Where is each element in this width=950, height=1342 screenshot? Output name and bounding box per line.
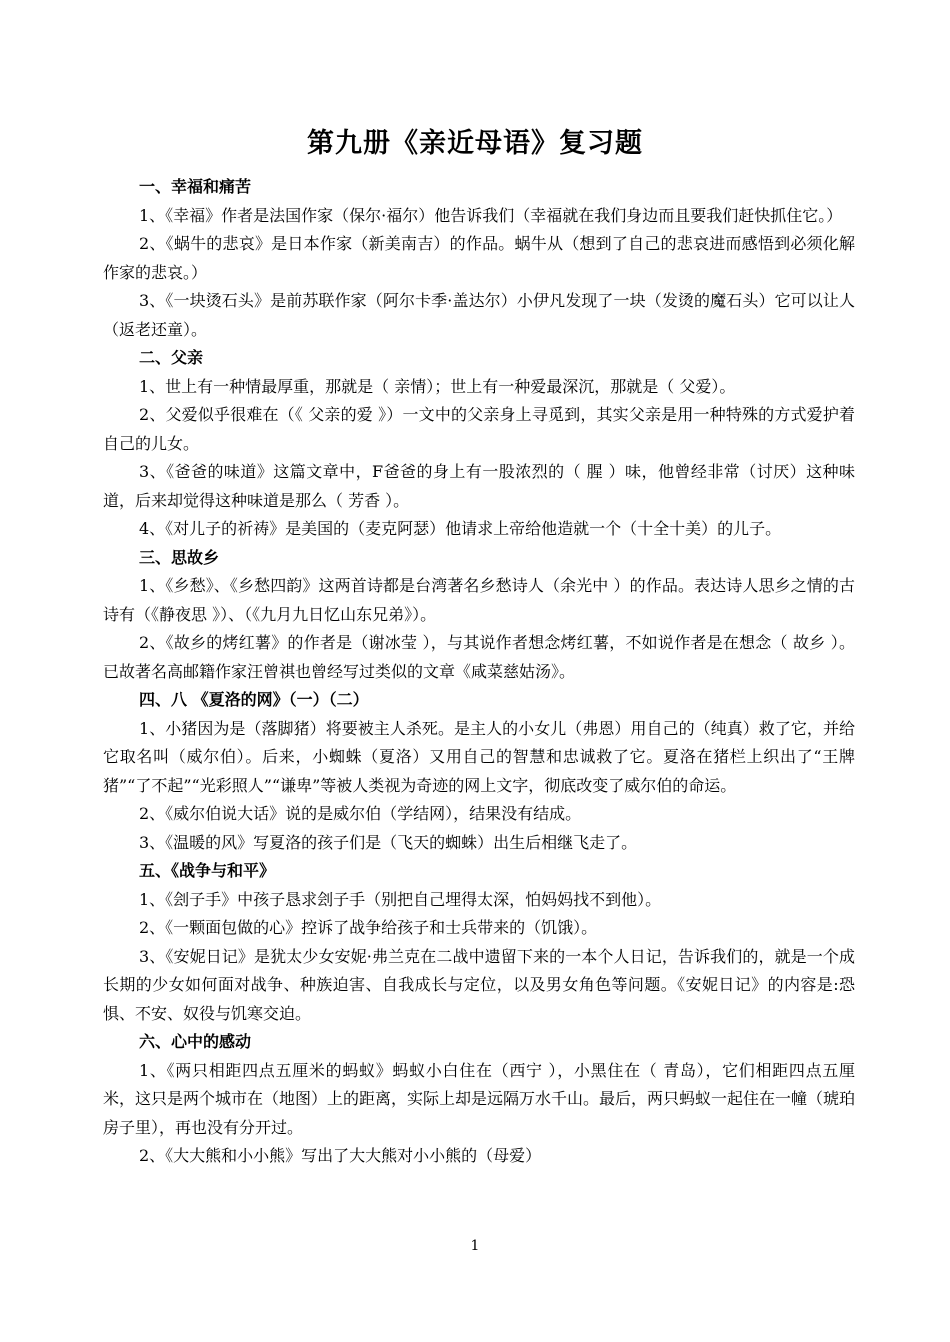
question-paragraph: 2、《故乡的烤红薯》的作者是（谢冰莹 ），与其说作者想念烤红薯，不如说作者是在想念（ 故乡 ）。已故著名高邮籍作家汪曾祺也曾经写过类似的文章《咸菜慈姑汤》。 [103, 633, 855, 681]
question-paragraph: 2、《大大熊和小小熊》写出了大大熊对小小熊的（母爱） [139, 1146, 542, 1165]
section-heading: 五、《战争与和平》 [139, 861, 276, 880]
section-heading: 二、父亲 [139, 348, 204, 367]
section-heading: 一、幸福和痛苦 [139, 177, 252, 196]
question-paragraph: 2、《威尔伯说大话》说的是威尔伯（学结网），结果没有结成。 [139, 804, 582, 823]
question-paragraph: 2、《蜗牛的悲哀》是日本作家（新美南吉）的作品。蜗牛从（想到了自己的悲哀进而感悟到必须化解作家的悲哀。） [103, 234, 855, 282]
question-paragraph: 3、《温暖的风》写夏洛的孩子们是（飞天的蜘蛛）出生后相继飞走了。 [139, 832, 638, 852]
question-paragraph: 2、《一颗面包做的心》控诉了战争给孩子和士兵带来的（饥饿）。 [139, 918, 598, 937]
section-heading: 四、八 《夏洛的网》（一）（二） [139, 690, 369, 709]
question-paragraph: 3、《一块烫石头》是前苏联作家（阿尔卡季·盖达尔）小伊凡发现了一块（发烫的魔石头）它可以让人（返老还童）。 [103, 291, 855, 339]
question-paragraph: 1、《刽子手》中孩子恳求刽子手（别把自己埋得太深，怕妈妈找不到他）。 [139, 889, 662, 909]
section-heading: 六、心中的感动 [139, 1032, 252, 1051]
document-title: 第九册《亲近母语》复习题 [307, 128, 643, 159]
question-paragraph: 1、世上有一种情最厚重，那就是（ 亲情）；世上有一种爱最深沉，那就是（ 父爱）。 [139, 376, 736, 396]
document-body [103, 173, 855, 1171]
question-paragraph: 3、《安妮日记》是犹太少女安妮·弗兰克在二战中遗留下来的一本个人日记，告诉我们的，就是一个成长期的少女如何面对战争、种族迫害、自我成长与定位，以及男女角色等问题。《安妮日记》的内容是:恐惧、不安、奴役与饥寒交迫。 [103, 946, 855, 1023]
question-paragraph: 2、父爱似乎很难在（《 父亲的爱 》）一文中的父亲身上寻觅到，其实父亲是用一种特殊的方式爱护着自己的儿女。 [103, 405, 855, 453]
question-paragraph: 1、小猪因为是（落脚猪）将要被主人杀死。是主人的小女儿（弗恩）用自己的（纯真）救了它，并给它取名叫（威尔伯）。后来，小蜘蛛（夏洛）又用自己的智慧和忠诚救了它。夏洛在猪栏上织出了“王牌猪”“了不起”“光彩照人”“谦卑”等被人类视为奇迹的网上文字，彻底改变了威尔伯的命运。 [103, 718, 855, 795]
question-paragraph: 3、《爸爸的味道》这篇文章中，F爸爸的身上有一股浓烈的（ 腥 ）味，他曾经非常（讨厌）这种味道，后来却觉得这种味道是那么（ 芳香 ）。 [103, 462, 855, 510]
section-heading: 三、思故乡 [139, 547, 220, 567]
question-paragraph: 1、《幸福》作者是法国作家（保尔·福尔）他告诉我们（幸福就在我们身边而且要我们赶快抓住它。） [139, 205, 843, 225]
page-number: 1 [470, 1238, 480, 1254]
question-paragraph: 1、《乡愁》、《乡愁四韵》这两首诗都是台湾著名乡愁诗人（余光中 ）的作品。表达诗人思乡之情的古诗有（《静夜思 》）、（《九月九日忆山东兄弟》）。 [103, 576, 855, 624]
question-paragraph: 4、《对儿子的祈祷》是美国的（麦克阿瑟）他请求上帝给他造就一个（十全十美）的儿子。 [139, 519, 782, 538]
question-paragraph: 1、《两只相距四点五厘米的蚂蚁》蚂蚁小白住在（西宁 ），小黑住在（ 青岛），它们相距四点五厘米，这只是两个城市在（地图）上的距离，实际上却是远隔万水千山。最后，两只蚂蚁一起住在一幢（琥珀房子里），再也没有分开过。 [103, 1060, 856, 1137]
